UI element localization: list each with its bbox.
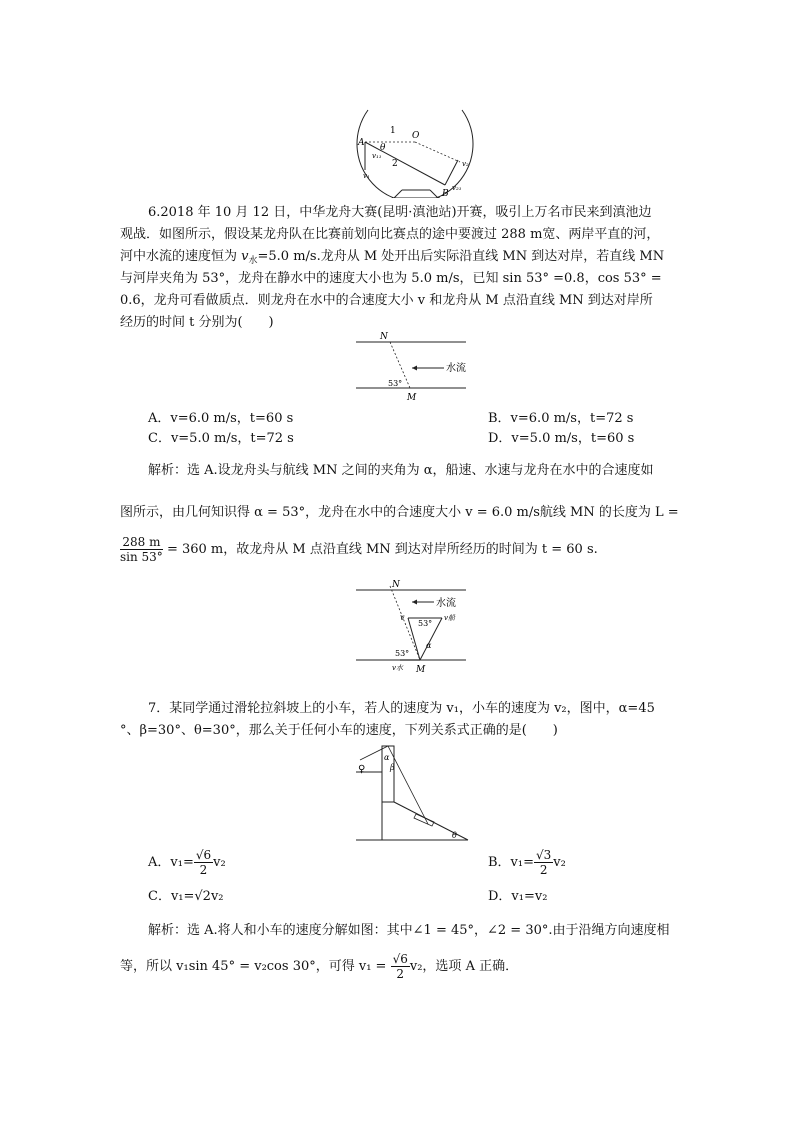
top-fig-label-A: A (358, 138, 365, 148)
top-fig-label-v21: v₂₁ (452, 184, 462, 192)
q7-optB-pre: B．v₁= (488, 855, 535, 870)
q7-fig-beta: β (390, 763, 395, 772)
q7-sol-frac-num: √6 (392, 952, 408, 966)
fig1-flow-label: 水流 (446, 363, 466, 374)
q7-sol-line2-b: v₂，选项 A 正确． (409, 959, 519, 974)
q7-optA-den: 2 (199, 863, 208, 877)
q6-solution-line-3 (120, 535, 598, 564)
fig1-M-label: M (407, 393, 417, 402)
q7-optA-num: √6 (195, 848, 212, 862)
top-fig-label-B: B (442, 189, 449, 198)
q6-figure-1 (350, 330, 470, 402)
fig2-angle-top-label: 53° (418, 619, 433, 628)
q6-line-1 (148, 204, 652, 222)
q6-line-3 (120, 248, 664, 270)
q7-solution-line-2 (120, 952, 518, 981)
q6-solution-line-2: 图所示，由几何知识得 α = 53°，龙舟在水中的合速度大小 v = 6.0 m/s航线 MN 的长度为 L = (120, 505, 679, 520)
q7-optA-post: v₂ (213, 855, 226, 870)
top-fig-label-v11: v₁₁ (372, 152, 382, 160)
q6-option-B[interactable]: B．v=6.0 m/s，t=72 s (488, 411, 634, 426)
fig2-M-label: M (416, 665, 426, 675)
q6-text-1: 2018 年 10 月 12 日，中华龙舟大赛(昆明·滇池站)开赛，吸引上万名市民来到滇池边 (160, 205, 652, 220)
q6-sol-frac-num: 288 m (120, 535, 163, 550)
q6-solution-line-1: 解析：选 A.设龙舟头与航线 MN 之间的夹角为 α，船速、水速与龙舟在水中的合速度如 (148, 463, 654, 478)
q6-figure-2 (350, 578, 470, 676)
q6-line-3-b: =5.0 m/s.龙舟从 M 处开出后实际沿直线 MN 到达对岸，若直线 MN (257, 249, 665, 264)
fig2-alpha-label: α (426, 641, 432, 650)
fig2-N-label: N (392, 580, 400, 590)
q7-fig-theta: θ (452, 831, 457, 840)
q7-fig-alpha: α (384, 753, 390, 762)
q6-solution-fraction (120, 535, 163, 564)
q6-option-A[interactable]: A．v=6.0 m/s，t=60 s (148, 411, 294, 426)
top-fig-label-1: 1 (390, 126, 396, 136)
q6-option-D[interactable]: D．v=5.0 m/s，t=60 s (488, 431, 635, 446)
q7-optA-frac (194, 848, 213, 877)
fig2-flow-label: 水流 (436, 598, 456, 609)
q7-line-2: °、β=30°、θ=30°，那么关于任何小车的速度，下列关系式正确的是( ) (120, 723, 558, 738)
q7-optB-post: v₂ (553, 855, 566, 870)
q7-option-A[interactable] (148, 848, 226, 877)
q6-number: 6. (148, 205, 161, 220)
q6-v-water-var: v (241, 249, 249, 264)
q7-optB-frac (534, 848, 553, 877)
top-fig-label-theta: θ (380, 143, 386, 153)
q7-optA-pre: A．v₁= (148, 855, 194, 870)
fig1-angle-label: 53° (388, 379, 403, 388)
q6-sol-frac-den: sin 53° (120, 550, 163, 564)
top-fig-label-v1: v₁ (363, 172, 370, 180)
top-circle-figure (350, 100, 480, 198)
q6-line-2: 观战．如图所示，假设某龙舟队在比赛前划向比赛点的途中要渡过 288 m宽、两岸平直的河， (120, 227, 660, 242)
q7-solution-line-1: 解析：选 A.将人和小车的速度分解如图：其中∠1 = 45°，∠2 = 30°.由于沿绳方向速度相 (148, 923, 670, 938)
q7-fig-person: ♀ (358, 764, 366, 775)
q6-sol-line3-text: = 360 m，故龙舟从 M 点沿直线 MN 到达对岸所经历的时间为 t = 60 s. (166, 542, 598, 557)
fig2-v-label: v (400, 613, 405, 622)
top-fig-label-v2: v₂ (462, 160, 469, 168)
q7-sol-frac-den: 2 (396, 967, 405, 981)
q7-sol-frac (391, 952, 410, 981)
fig1-N-label: N (380, 332, 388, 342)
q6-v-water-sub: 水 (248, 256, 258, 266)
fig2-v-boat-label: v船 (444, 614, 455, 622)
q7-line-1: 7．某同学通过滑轮拉斜坡上的小车，若人的速度为 v₁，小车的速度为 v₂，图中，α=45 (148, 701, 655, 716)
q6-line-6: 经历的时间 t 分别为( ) (120, 315, 274, 330)
q7-sol-line2-a: 等，所以 v₁sin 45° = v₂cos 30°，可得 v₁ = (120, 959, 387, 974)
q7-option-C[interactable]: C．v₁=√2v₂ (148, 889, 224, 904)
top-fig-label-2: 2 (392, 159, 398, 169)
q7-optB-den: 2 (539, 863, 548, 877)
q6-line-3-a: 河中水流的速度恒为 (120, 249, 242, 264)
q6-line-5: 0.6，龙舟可看做质点．则龙舟在水中的合速度大小 v 和龙舟从 M 点沿直线 MN 到达对岸所 (120, 293, 653, 308)
q6-line-4: 与河岸夹角为 53°，龙舟在静水中的速度大小也为 5.0 m/s，已知 sin 53° =0.8，cos 53° = (120, 271, 662, 286)
top-fig-label-O: O (412, 131, 420, 141)
q7-figure (352, 740, 472, 846)
q7-option-B[interactable] (488, 848, 566, 877)
q6-option-C[interactable]: C．v=5.0 m/s，t=72 s (148, 431, 294, 446)
fig2-v-water-label: v水 (392, 664, 403, 672)
q7-option-D[interactable]: D．v₁=v₂ (488, 889, 548, 904)
fig2-angle-bot-label: 53° (395, 649, 410, 658)
q7-optB-num: √3 (536, 848, 552, 862)
